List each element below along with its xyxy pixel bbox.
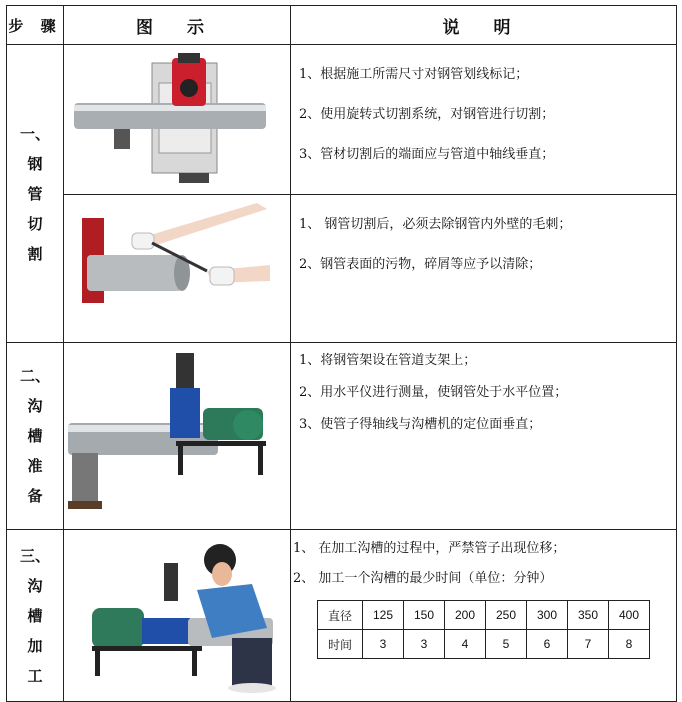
description-cell [291, 530, 677, 702]
grooving-machine-setup-image [64, 343, 291, 530]
list-item: 2、用水平仪进行测量，使钢管处于水平位置； [299, 385, 568, 400]
table-row [7, 530, 677, 702]
deburring-file-icon [82, 203, 272, 315]
table-header-row [7, 6, 677, 45]
header-image: 图 示 [64, 6, 291, 45]
list-item: 1、将钢管架设在管道支架上； [299, 353, 477, 368]
description-cell [291, 195, 677, 343]
list-item: 3、管材切割后的端面应与管道中轴线垂直； [299, 147, 555, 162]
list-item: 2、 加工一个沟槽的最少时间（单位：分钟） [293, 571, 553, 586]
deburring-file-image [64, 195, 291, 343]
list-item: 3、使管子得轴线与沟槽机的定位面垂直； [299, 417, 542, 432]
table-row [7, 45, 677, 195]
table-row: 时间 3 3 4 5 6 7 8 [318, 630, 650, 659]
worker-grooving-image [64, 530, 291, 702]
table-row [7, 343, 677, 530]
table-row: 直径 125 150 200 250 300 350 400 [318, 601, 650, 630]
step-cell-2: 二、 沟 槽 准 备 [7, 343, 64, 530]
worker-grooving-icon [92, 538, 287, 693]
description-cell [291, 45, 677, 195]
list-item: 2、钢管表面的污物，碎屑等应予以清除； [299, 257, 542, 272]
pipe-cutting-machine-image [64, 45, 291, 195]
groove-time-table [317, 600, 650, 659]
list-item: 2、使用旋转式切割系统，对钢管进行切割； [299, 107, 555, 122]
list-item: 1、 在加工沟槽的过程中，严禁管子出现位移； [293, 541, 566, 556]
grooving-machine-icon [68, 353, 283, 518]
header-step: 步 骤 [7, 6, 64, 45]
table-row [7, 195, 677, 343]
header-description: 说 明 [291, 6, 677, 45]
pipe-cutting-machine-icon [74, 53, 279, 188]
procedure-table [6, 5, 677, 702]
description-cell [291, 343, 677, 530]
list-item: 1、 钢管切割后，必须去除钢管内外壁的毛刺； [299, 217, 572, 232]
list-item: 1、根据施工所需尺寸对钢管划线标记； [299, 67, 529, 82]
step-cell-3: 三、 沟 槽 加 工 [7, 530, 64, 702]
step-cell-1: 一、 钢 管 切 割 [7, 45, 64, 343]
